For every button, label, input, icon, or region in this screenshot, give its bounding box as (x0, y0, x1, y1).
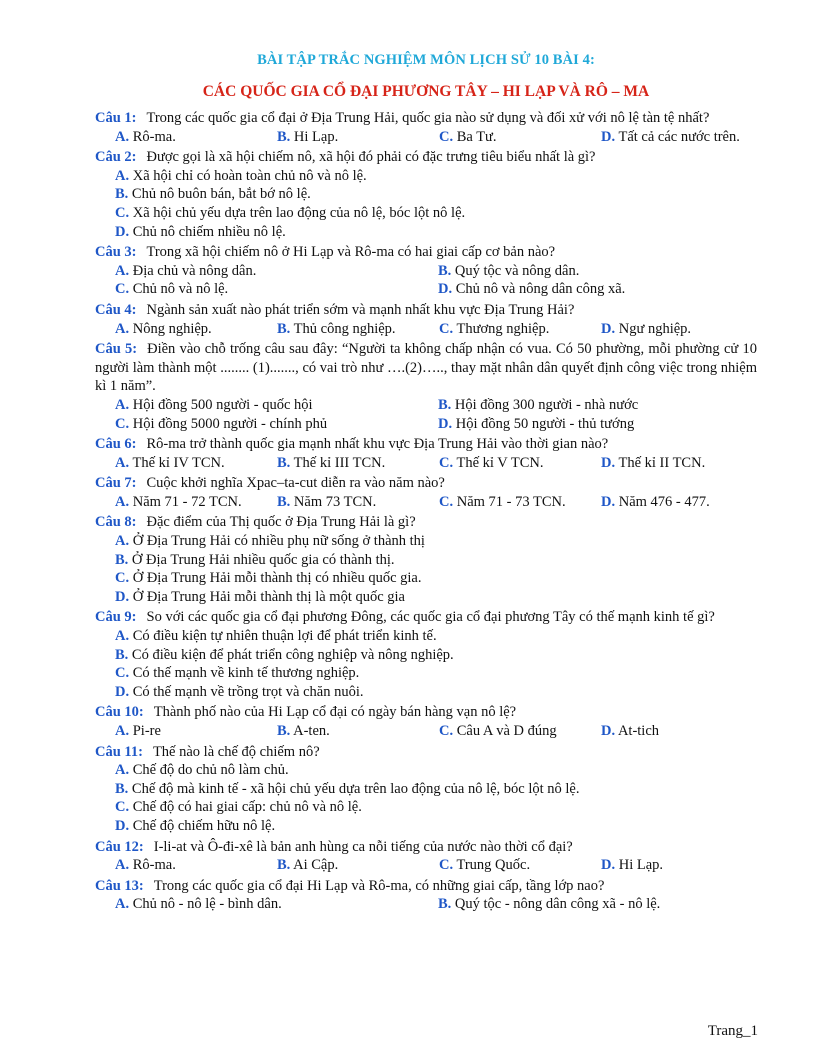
option-letter: C. (439, 857, 454, 874)
answer-option (115, 856, 277, 875)
option-text: Quý tộc và nông dân. (454, 262, 580, 279)
question-block (95, 743, 757, 836)
option-text: Thế kỉ II TCN. (618, 454, 706, 471)
answer-option (115, 204, 757, 223)
answer-option (115, 895, 438, 914)
answer-option (115, 646, 757, 665)
option-text: Có điều kiện để phát triển công nghiệp và nông nghiệp. (131, 646, 454, 663)
option-letter: A. (115, 762, 130, 779)
option-letter: B. (438, 262, 452, 279)
answer-option (115, 415, 438, 434)
option-text: Ba Tư. (456, 128, 497, 145)
option-text: Địa chủ và nông dân. (132, 262, 257, 279)
option-text: Có thế mạnh về trồng trọt và chăn nuôi. (132, 683, 364, 700)
question-text: Ngành sản xuất nào phát triển sớm và mạnh nhất khu vực Địa Trung Hải? (146, 301, 575, 318)
question-stem (95, 243, 757, 262)
title-line-1: BÀI TẬP TRẮC NGHIỆM MÔN LỊCH SỬ 10 BÀI 4: (257, 52, 595, 68)
option-text: Ở Địa Trung Hải có nhiều phụ nữ sống ở thành thị (132, 533, 425, 550)
question-stem (95, 301, 757, 320)
answer-options (95, 454, 757, 473)
question-stem (95, 838, 757, 857)
title-line-2: CÁC QUỐC GIA CỔ ĐẠI PHƯƠNG TÂY – HI LẠP VÀ RÔ – MA (202, 83, 650, 100)
question-text: Đặc điểm của Thị quốc ở Địa Trung Hải là gì? (146, 514, 416, 531)
answer-options (95, 128, 757, 147)
answer-options (95, 167, 757, 241)
answer-option (115, 664, 757, 683)
option-text: Năm 476 - 477. (618, 493, 710, 510)
option-letter: A. (115, 454, 130, 471)
option-text: Quý tộc - nông dân công xã - nô lệ. (454, 896, 661, 913)
page-number: Trang_1 (707, 1023, 758, 1039)
option-text: Thủ công nghiệp. (293, 320, 396, 337)
question-stem (95, 513, 757, 532)
option-letter: D. (601, 128, 616, 145)
option-text: Chế độ chiếm hữu nô lệ. (132, 817, 276, 834)
option-letter: A. (115, 320, 130, 337)
option-text: Nông nghiệp. (132, 320, 212, 337)
option-text: Ai Cập. (293, 857, 339, 874)
option-text: Thế kỉ IV TCN. (132, 454, 225, 471)
option-text: Chủ nô chiếm nhiều nô lệ. (132, 223, 286, 240)
question-text: Thế nào là chế độ chiếm nô? (152, 743, 320, 760)
option-text: Có thế mạnh về kinh tế thương nghiệp. (132, 665, 360, 682)
option-text: Năm 71 - 73 TCN. (456, 493, 566, 510)
question-block (95, 838, 757, 875)
answer-options (95, 856, 757, 875)
question-stem (95, 109, 757, 128)
answer-option (439, 454, 601, 473)
question-block (95, 301, 757, 338)
option-letter: A. (115, 723, 130, 739)
option-text: A-ten. (293, 723, 330, 739)
question-block (95, 513, 757, 606)
option-text: Ngư nghiệp. (618, 320, 692, 337)
option-text: Rô-ma. (132, 128, 176, 145)
option-letter: A. (115, 896, 130, 913)
option-letter: C. (439, 723, 454, 739)
option-letter: A. (115, 533, 130, 550)
option-letter: A. (115, 493, 130, 510)
answer-option (438, 415, 757, 434)
answer-options (95, 532, 757, 606)
question-stem (95, 608, 757, 627)
answer-option (115, 551, 757, 570)
option-letter: B. (115, 646, 129, 663)
answer-options (95, 627, 757, 701)
answer-option (115, 532, 757, 551)
option-text: Chủ nô và nông dân công xã. (455, 281, 626, 298)
question-block (95, 148, 757, 241)
question-number: Câu 4: (95, 301, 137, 318)
question-number: Câu 3: (95, 244, 137, 261)
answer-options (95, 761, 757, 835)
answer-option (115, 185, 757, 204)
option-letter: B. (115, 186, 129, 203)
option-text: Rô-ma. (132, 857, 176, 874)
option-text: Hội đồng 50 người - thủ tướng (455, 415, 635, 432)
answer-option (115, 569, 757, 588)
option-letter: D. (115, 683, 130, 700)
answer-options (95, 722, 757, 741)
answer-option (438, 280, 757, 299)
question-text: So với các quốc gia cổ đại phương Đông, các quốc gia cổ đại phương Tây có thế mạnh kinh tế gì? (146, 609, 715, 626)
option-text: Chủ nô và nô lệ. (132, 281, 229, 298)
option-letter: A. (115, 167, 130, 184)
answer-option (115, 320, 277, 339)
option-text: Có điều kiện tự nhiên thuận lợi để phát triển kinh tế. (132, 628, 437, 645)
answer-option (277, 722, 439, 741)
option-text: Thế kỉ V TCN. (456, 454, 544, 471)
question-stem (95, 743, 757, 762)
option-letter: C. (115, 799, 130, 816)
answer-option (277, 320, 439, 339)
answer-option (115, 627, 757, 646)
question-text: Cuộc khởi nghĩa Xpac–ta-cut diễn ra vào năm nào? (146, 475, 445, 492)
option-text: Thế kỉ III TCN. (293, 454, 386, 471)
option-text: Tất cả các nước trên. (618, 128, 740, 145)
option-letter: C. (439, 493, 454, 510)
question-block (95, 608, 757, 701)
option-text: Hi Lạp. (618, 857, 664, 874)
answer-options (95, 320, 757, 339)
option-letter: D. (601, 857, 616, 874)
question-text: Trong các quốc gia cổ đại Hi Lạp và Rô-ma, có những giai cấp, tầng lớp nao? (153, 877, 605, 894)
option-letter: C. (115, 281, 130, 298)
question-stem (95, 435, 757, 454)
option-letter: C. (115, 204, 130, 221)
option-letter: C. (115, 570, 130, 587)
question-number: Câu 1: (95, 110, 137, 126)
question-text: Rô-ma trở thành quốc gia mạnh nhất khu vực Địa Trung Hải vào thời gian nào? (146, 436, 609, 453)
option-letter: D. (115, 588, 130, 605)
answer-option (601, 856, 757, 875)
question-number: Câu 8: (95, 514, 137, 531)
answer-option (438, 262, 757, 281)
answer-option (439, 856, 601, 875)
option-letter: D. (601, 454, 616, 471)
option-letter: B. (277, 454, 291, 471)
option-text: Chế độ mà kinh tế - xã hội chủ yếu dựa trên lao động của nô lệ, bóc lột nô lệ. (131, 780, 580, 797)
answer-option (601, 722, 757, 741)
question-block (95, 474, 757, 511)
option-letter: A. (115, 857, 130, 874)
answer-option (277, 128, 439, 147)
option-letter: C. (439, 454, 454, 471)
answer-option (601, 128, 757, 147)
option-letter: D. (115, 223, 130, 240)
answer-option (601, 320, 757, 339)
answer-option (115, 817, 757, 836)
option-letter: B. (277, 857, 291, 874)
answer-option (115, 761, 757, 780)
answer-option (438, 895, 757, 914)
question-text: Điền vào chỗ trống câu sau đây: “Người ta không chấp nhận có vua. Có 50 phường, mỗi phường cử 10 người làm thành một ........ (1)......., có vai trò như ….(2)….., thay mặt nhân dân quyết định công việc trong nhiệm kì 1 năm”. (95, 341, 757, 395)
question-number: Câu 13: (95, 877, 144, 894)
option-text: Hội đồng 500 người - quốc hội (132, 396, 313, 413)
option-letter: B. (115, 780, 129, 797)
answer-options (95, 493, 757, 512)
option-text: Chế độ có hai giai cấp: chủ nô và nô lệ. (132, 799, 362, 816)
question-number: Câu 12: (95, 838, 144, 855)
option-text: Ở Địa Trung Hải mỗi thành thị là một quốc gia (132, 588, 405, 605)
question-stem (95, 148, 757, 167)
option-text: Hội đồng 300 người - nhà nước (454, 396, 639, 413)
question-block (95, 703, 757, 740)
answer-option (115, 780, 757, 799)
option-text: At-tich (617, 723, 660, 739)
question-block (95, 340, 757, 433)
answer-option (115, 683, 757, 702)
answer-option (439, 320, 601, 339)
answer-options (95, 396, 757, 433)
option-letter: A. (115, 128, 130, 145)
option-text: Chủ nô - nô lệ - bình dân. (132, 896, 282, 913)
option-letter: C. (439, 128, 454, 145)
option-text: Trung Quốc. (456, 857, 531, 874)
question-text: Trong các quốc gia cổ đại ở Địa Trung Hải, quốc gia nào sử dụng và đối xử với nô lệ tàn tệ nhất? (146, 110, 710, 126)
option-letter: A. (115, 396, 130, 413)
answer-option (115, 493, 277, 512)
option-letter: C. (115, 415, 130, 432)
answer-option (115, 262, 438, 281)
option-letter: D. (115, 817, 130, 834)
answer-option (439, 493, 601, 512)
question-text: Thành phố nào của Hi Lạp cổ đại có ngày bán hàng vạn nô lệ? (153, 704, 517, 721)
question-text: I-li-at và Ô-đi-xê là bản anh hùng ca nỗi tiếng của nước nào thời cổ đại? (153, 838, 573, 855)
answer-options (95, 262, 757, 299)
option-text: Ở Địa Trung Hải nhiều quốc gia có thành thị. (131, 551, 395, 568)
option-text: Thương nghiệp. (456, 320, 550, 337)
option-letter: C. (115, 665, 130, 682)
question-text: Được gọi là xã hội chiếm nô, xã hội đó phải có đặc trưng tiêu biểu nhất là gì? (146, 149, 596, 166)
answer-option (115, 454, 277, 473)
question-number: Câu 5: (95, 341, 138, 358)
question-stem (95, 474, 757, 493)
option-text: Năm 73 TCN. (293, 493, 377, 510)
answer-option (115, 167, 757, 186)
option-letter: A. (115, 628, 130, 645)
answer-option (115, 722, 277, 741)
option-letter: D. (601, 723, 616, 739)
answer-option (115, 280, 438, 299)
question-number: Câu 9: (95, 609, 137, 626)
worksheet-page (95, 52, 757, 914)
answer-option (601, 454, 757, 473)
question-number: Câu 7: (95, 475, 137, 492)
option-text: Xã hội chỉ có hoàn toàn chủ nô và nô lệ. (132, 167, 367, 184)
answer-option (277, 454, 439, 473)
option-letter: B. (277, 320, 291, 337)
question-list (95, 109, 757, 914)
question-block (95, 435, 757, 472)
question-stem (95, 877, 757, 896)
option-letter: A. (115, 262, 130, 279)
option-letter: B. (277, 128, 291, 145)
question-number: Câu 2: (95, 149, 137, 166)
option-letter: B. (438, 396, 452, 413)
question-number: Câu 10: (95, 704, 144, 721)
option-text: Hội đồng 5000 người - chính phủ (132, 415, 328, 432)
option-letter: D. (601, 320, 616, 337)
answer-option (601, 493, 757, 512)
question-block (95, 243, 757, 299)
answer-option (115, 588, 757, 607)
question-stem (95, 703, 757, 722)
option-text: Câu A và D đúng (456, 723, 557, 739)
answer-option (277, 856, 439, 875)
question-block (95, 877, 757, 914)
option-letter: C. (439, 320, 454, 337)
question-text: Trong xã hội chiếm nô ở Hi Lạp và Rô-ma có hai giai cấp cơ bản nào? (146, 244, 556, 261)
answer-option (277, 493, 439, 512)
option-text: Hi Lạp. (293, 128, 339, 145)
answer-option (438, 396, 757, 415)
option-text: Pi-re (132, 723, 161, 739)
option-text: Chủ nô buôn bán, bắt bớ nô lệ. (131, 186, 311, 203)
answer-option (439, 128, 601, 147)
option-text: Xã hội chủ yếu dựa trên lao động của nô lệ, bóc lột nô lệ. (132, 204, 466, 221)
question-number: Câu 6: (95, 436, 137, 453)
question-stem (95, 340, 757, 396)
option-text: Ở Địa Trung Hải mỗi thành thị có nhiều quốc gia. (132, 570, 422, 587)
option-letter: B. (438, 896, 452, 913)
answer-option (115, 128, 277, 147)
answer-option (115, 396, 438, 415)
option-text: Năm 71 - 72 TCN. (132, 493, 242, 510)
option-letter: D. (438, 415, 453, 432)
option-letter: B. (277, 723, 291, 739)
option-letter: D. (438, 281, 453, 298)
answer-option (439, 722, 601, 741)
answer-options (95, 895, 757, 914)
option-letter: B. (277, 493, 291, 510)
option-text: Chế độ do chủ nô làm chủ. (132, 762, 289, 779)
question-block (95, 109, 757, 146)
option-letter: D. (601, 493, 616, 510)
option-letter: B. (115, 551, 129, 568)
answer-option (115, 798, 757, 817)
question-number: Câu 11: (95, 743, 143, 760)
answer-option (115, 223, 757, 242)
